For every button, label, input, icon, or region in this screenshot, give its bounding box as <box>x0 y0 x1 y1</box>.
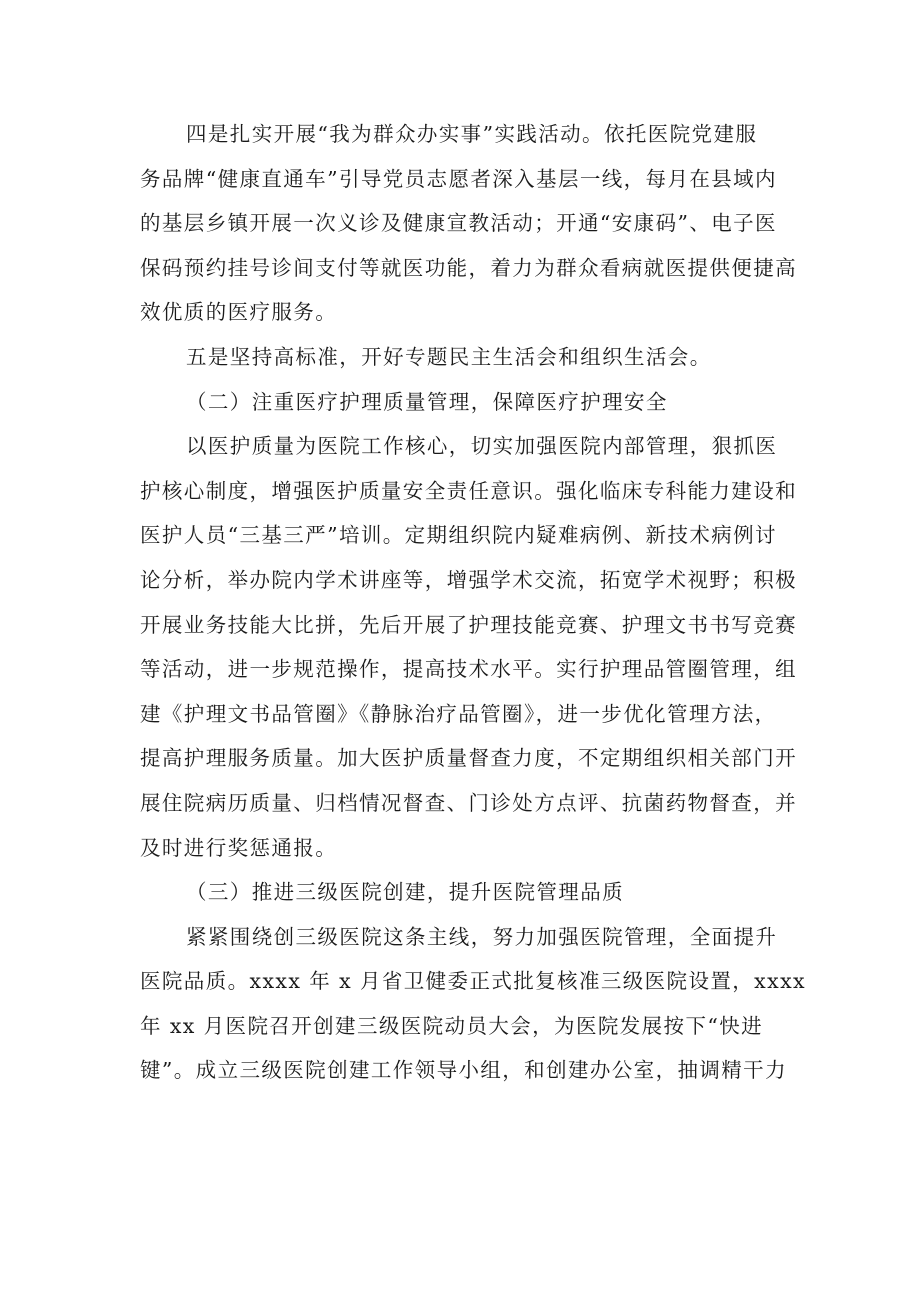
text-line: 的基层乡镇开展一次义诊及健康宣教活动；开通“安康码”、电子医 <box>140 211 777 236</box>
text-line: 紧紧围绕创三级医院这条主线，努力加强医院管理，全面提升 <box>186 924 778 949</box>
text-line: 建《护理文书品管圈》《静脉治疗品管圈》，进一步优化管理方法， <box>140 701 777 726</box>
paragraph-fifth-point <box>140 335 796 380</box>
text-line: 五是坚持高标准，开好专题民主生活会和组织生活会。 <box>186 344 712 369</box>
text-line: 医护人员“三基三严”培训。定期组织院内疑难病例、新技术病例讨 <box>140 523 777 548</box>
document-body <box>140 112 806 1093</box>
text-line: 展住院病历质量、归档情况督查、门诊处方点评、抗菌药物督查，并 <box>140 790 797 815</box>
text-line: 键”。成立三级医院创建工作领导小组，和创建办公室，抽调精干力 <box>140 1058 787 1083</box>
text-line: 及时进行奖惩通报。 <box>140 835 338 860</box>
text-line: 医院品质。xxxx 年 x 月省卫健委正式批复核准三级医院设置，xxxx <box>140 969 806 994</box>
text-line: 效优质的医疗服务。 <box>140 300 338 325</box>
text-line: 护核心制度，增强医护质量安全责任意识。强化临床专科能力建设和 <box>140 478 797 503</box>
heading-line: （二）注重医疗护理质量管理，保障医疗护理安全 <box>186 389 668 414</box>
text-line: 以医护质量为医院工作核心，切实加强医院内部管理，狠抓医 <box>186 434 778 459</box>
paragraph-fourth-point <box>140 112 796 335</box>
text-line: 提高护理服务质量。加大医护质量督查力度，不定期组织相关部门开 <box>140 746 797 771</box>
text-line: 年 xx 月医院召开创建三级医院动员大会，为医院发展按下“快进 <box>140 1013 764 1038</box>
text-line: 论分析，举办院内学术讲座等，增强学术交流，拓宽学术视野；积极 <box>140 567 797 592</box>
heading-line: （三）推进三级医院创建，提升医院管理品质 <box>186 880 624 905</box>
text-line: 等活动，进一步规范操作，提高技术水平。实行护理品管圈管理，组 <box>140 657 797 682</box>
text-line: 务品牌“健康直通车”引导党员志愿者深入基层一线，每月在县域内 <box>140 166 777 191</box>
text-line: 开展业务技能大比拼，先后开展了护理技能竞赛、护理文书书写竞赛 <box>140 612 797 637</box>
section-heading-two <box>140 380 796 425</box>
section-heading-three <box>140 870 796 915</box>
paragraph-tertiary-hospital <box>140 915 806 1093</box>
text-line: 四是扎实开展“我为群众办实事”实践活动。依托医院党建服 <box>186 122 758 146</box>
text-line: 保码预约挂号诊间支付等就医功能，着力为群众看病就医提供便捷高 <box>140 255 797 280</box>
paragraph-quality-management <box>140 424 796 870</box>
